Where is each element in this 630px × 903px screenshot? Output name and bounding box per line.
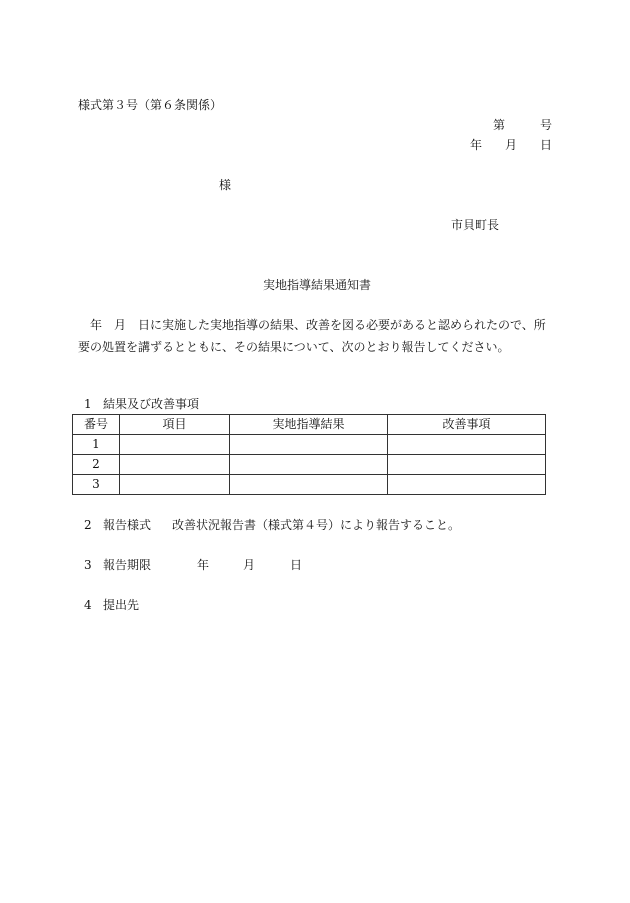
addressee-suffix: 様 bbox=[219, 178, 232, 192]
result-table bbox=[72, 414, 546, 495]
row-improvement-cell bbox=[388, 455, 546, 475]
section4-number: 4 bbox=[84, 598, 92, 612]
section3-number: 3 bbox=[84, 558, 92, 572]
header-result: 実地指導結果 bbox=[230, 415, 388, 435]
header-item: 項目 bbox=[120, 415, 230, 435]
row-item-cell bbox=[120, 475, 230, 495]
section3-day: 日 bbox=[290, 558, 303, 572]
row-result-cell bbox=[230, 475, 388, 495]
section2-number: 2 bbox=[84, 518, 92, 532]
date-day: 日 bbox=[540, 138, 553, 152]
doc-number-go: 号 bbox=[540, 118, 553, 132]
doc-number-dai: 第 bbox=[493, 118, 506, 132]
row-item-cell bbox=[120, 455, 230, 475]
row-improvement-cell bbox=[388, 435, 546, 455]
section3-label: 報告期限 bbox=[103, 558, 152, 572]
row-result-cell bbox=[230, 435, 388, 455]
section1-number: 1 bbox=[84, 397, 92, 411]
row-item-cell bbox=[120, 435, 230, 455]
row-number: 1 bbox=[73, 435, 120, 455]
body-month: 月 bbox=[114, 318, 127, 332]
header-number: 番号 bbox=[73, 415, 120, 435]
header-improvement: 改善事項 bbox=[388, 415, 546, 435]
body-year: 年 bbox=[90, 318, 103, 332]
table-row bbox=[73, 435, 546, 455]
section3-year: 年 bbox=[197, 558, 210, 572]
row-result-cell bbox=[230, 455, 388, 475]
section2-label: 報告様式 bbox=[103, 518, 152, 532]
form-number: 様式第３号（第６条関係） bbox=[78, 98, 223, 112]
body-text: 日に実施した実地指導の結果、改善を図る必要があると認められたので、所要の処置を講ずるとともに、その結果について、次のとおり報告してください。 bbox=[78, 318, 546, 354]
table-row bbox=[73, 475, 546, 495]
sender: 市貝町長 bbox=[451, 218, 500, 232]
table-row bbox=[73, 455, 546, 475]
row-number: 3 bbox=[73, 475, 120, 495]
section3-month: 月 bbox=[243, 558, 256, 572]
date-month: 月 bbox=[505, 138, 518, 152]
document-title: 実地指導結果通知書 bbox=[263, 278, 372, 292]
table-header-row bbox=[73, 415, 546, 435]
section2-value: 改善状況報告書（様式第４号）により報告すること。 bbox=[172, 518, 461, 532]
section4-label: 提出先 bbox=[103, 598, 140, 612]
section1-label: 結果及び改善事項 bbox=[103, 397, 200, 411]
body-paragraph bbox=[78, 314, 556, 358]
row-number: 2 bbox=[73, 455, 120, 475]
row-improvement-cell bbox=[388, 475, 546, 495]
date-year: 年 bbox=[470, 138, 483, 152]
